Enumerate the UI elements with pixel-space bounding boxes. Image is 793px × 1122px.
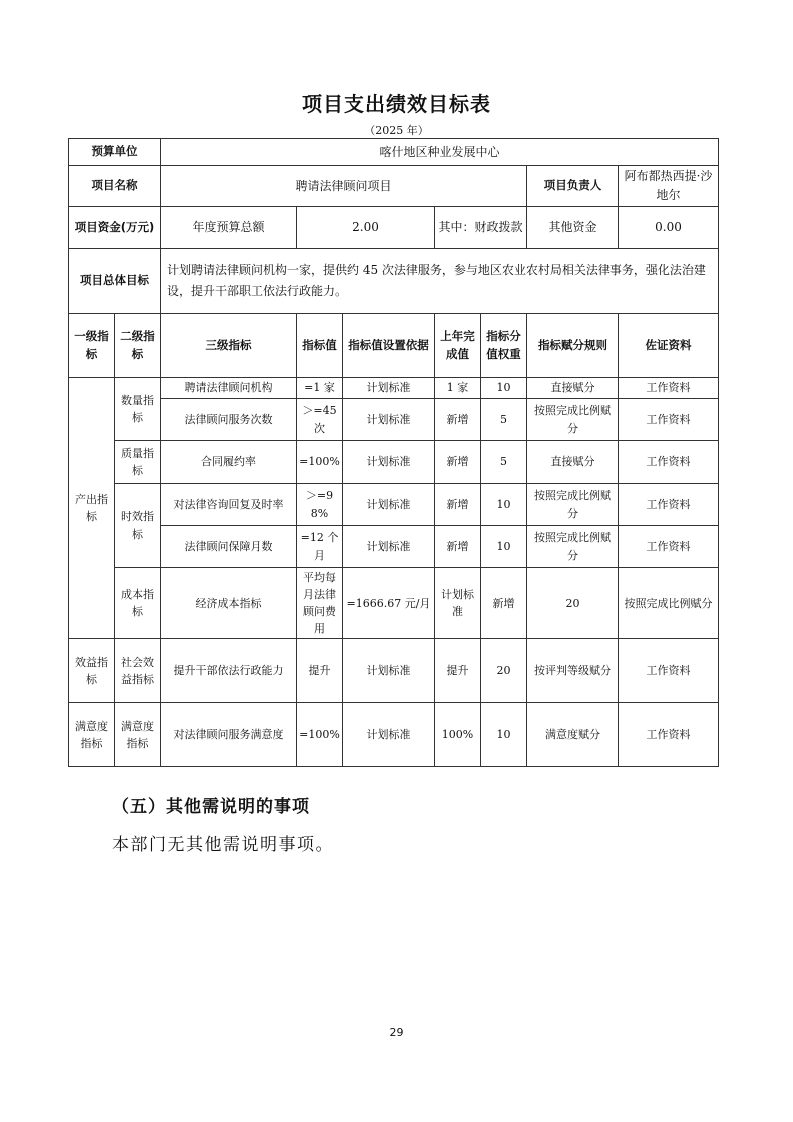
indicator-rule: 满意度赋分 [527,703,619,767]
group-benefit: 效益指标 [69,639,115,703]
annual-budget-label: 年度预算总额 [161,207,297,249]
indicator-evidence: 工作资料 [619,399,719,441]
indicator-evidence: 工作资料 [619,639,719,703]
indicator-weight: 10 [481,526,527,568]
indicator-weight: 10 [481,378,527,399]
indicator-evidence: 工作资料 [619,441,719,484]
indicator-last-year: 新增 [481,568,527,639]
indicator-rule: 按照完成比例赋分 [527,484,619,526]
project-funds-row [69,207,719,249]
subgroup-satisfaction: 满意度指标 [115,703,161,767]
table-row [69,378,719,399]
indicator-name: 对法律咨询回复及时率 [161,484,297,526]
indicator-weight: 10 [481,703,527,767]
table-row [69,703,719,767]
indicator-basis: 计划标准 [343,399,435,441]
indicator-evidence: 工作资料 [619,703,719,767]
indicator-name: 法律顾问服务次数 [161,399,297,441]
indicator-basis: 计划标准 [343,639,435,703]
group-output: 产出指标 [69,378,115,639]
col-rule-header: 指标赋分规则 [527,314,619,378]
indicator-weight: 20 [527,568,619,639]
section-heading: （五）其他需说明的事项 [112,797,310,817]
indicator-last-year: 新增 [435,526,481,568]
col-level2-header: 二级指标 [115,314,161,378]
indicator-rule: 按照完成比例赋分 [527,399,619,441]
project-leader-label: 项目负责人 [527,166,619,207]
indicator-value: =100% [297,441,343,484]
col-value-header: 指标值 [297,314,343,378]
table-row [69,441,719,484]
indicator-last-year: 新增 [435,399,481,441]
indicator-last-year: 新增 [435,441,481,484]
performance-table [68,138,719,767]
col-level3-header: 三级指标 [161,314,297,378]
indicator-evidence: 工作资料 [619,378,719,399]
project-name-row [69,166,719,207]
column-header-row [69,314,719,378]
indicator-weight: 10 [481,484,527,526]
indicator-basis: 计划标准 [343,378,435,399]
budget-unit-value: 喀什地区种业发展中心 [161,139,719,166]
indicator-rule: 直接赋分 [527,441,619,484]
indicator-last-year: 100% [435,703,481,767]
indicator-last-year: 提升 [435,639,481,703]
col-weight-header: 指标分值权重 [481,314,527,378]
subgroup-social-benefit: 社会效益指标 [115,639,161,703]
subgroup-quality: 质量指标 [115,441,161,484]
indicator-value: =1666.67 元/月 [343,568,435,639]
indicator-evidence: 工作资料 [619,484,719,526]
overall-goal-text: 计划聘请法律顾问机构一家，提供约 45 次法律服务，参与地区农业农村局相关法律事务，强化法治建设，提升干部职工依法行政能力。 [161,249,719,314]
indicator-rule: 按评判等级赋分 [527,639,619,703]
overall-goal-row [69,249,719,314]
indicator-evidence: 工作资料 [619,526,719,568]
project-funds-label: 项目资金(万元) [69,207,161,249]
table-row [69,484,719,526]
project-name-value: 聘请法律顾问项目 [161,166,527,207]
project-name-label: 项目名称 [69,166,161,207]
other-funds-label: 其他资金 [527,207,619,249]
col-level1-header: 一级指标 [69,314,115,378]
budget-unit-label: 预算单位 [69,139,161,166]
group-cost: 成本指标 [115,568,161,639]
document-title: 项目支出绩效目标表 [302,92,491,116]
project-leader-value: 阿布都热西提·沙地尔 [619,166,719,207]
col-last-year-header: 上年完成值 [435,314,481,378]
indicator-rule: 直接赋分 [527,378,619,399]
indicator-basis: 计划标准 [343,484,435,526]
indicator-value: 提升 [297,639,343,703]
indicator-name: 聘请法律顾问机构 [161,378,297,399]
subgroup-timeliness: 时效指标 [115,484,161,568]
table-row [69,568,719,639]
indicator-value: =1 家 [297,378,343,399]
table-row [69,526,719,568]
indicator-name: 合同履约率 [161,441,297,484]
budget-unit-row [69,139,719,166]
indicator-basis: 计划标准 [343,526,435,568]
indicator-rule: 按照完成比例赋分 [527,526,619,568]
indicator-basis: 计划标准 [343,441,435,484]
fiscal-allocation-label: 其中：财政拨款 [435,207,527,249]
col-evidence-header: 佐证资料 [619,314,719,378]
other-funds-value: 0.00 [619,207,719,249]
annual-budget-value: 2.00 [297,207,435,249]
indicator-basis: 计划标准 [343,703,435,767]
group-satisfaction: 满意度指标 [69,703,115,767]
indicator-basis: 计划标准 [435,568,481,639]
indicator-rule: 按照完成比例赋分 [619,568,719,639]
table-row [69,639,719,703]
indicator-name: 对法律顾问服务满意度 [161,703,297,767]
table-row [69,399,719,441]
document-year: （2025 年） [364,124,429,137]
indicator-weight: 20 [481,639,527,703]
indicator-value: =12 个月 [297,526,343,568]
indicator-last-year: 新增 [435,484,481,526]
overall-goal-label: 项目总体目标 [69,249,161,314]
indicator-weight: 5 [481,399,527,441]
indicator-weight: 5 [481,441,527,484]
indicator-name: 法律顾问保障月数 [161,526,297,568]
col-basis-header: 指标值设置依据 [343,314,435,378]
section-paragraph: 本部门无其他需说明事项。 [112,835,334,855]
subgroup-economic-cost: 经济成本指标 [161,568,297,639]
indicator-name: 平均每月法律顾问费用 [297,568,343,639]
page-number: 29 [389,1026,404,1039]
indicator-last-year: 1 家 [435,378,481,399]
indicator-value: =100% [297,703,343,767]
indicator-value: ＞=45 次 [297,399,343,441]
indicator-value: ＞=98% [297,484,343,526]
indicator-name: 提升干部依法行政能力 [161,639,297,703]
subgroup-quantity: 数量指标 [115,378,161,441]
